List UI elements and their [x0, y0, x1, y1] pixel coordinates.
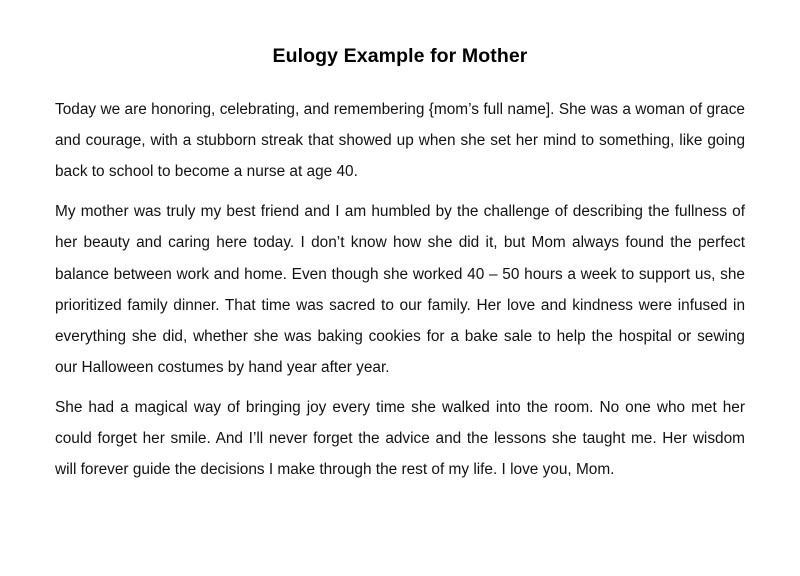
paragraph-2: My mother was truly my best friend and I am humbled by the challenge of describing the fullness of her beauty and caring here today. I don’t know how she did it, but Mom always found the perfect balance between work and home. Even though she worked 40 – 50 hours a week to support us, she prioritized family dinner. That time was sacred to our family. Her love and kindness were infused in everything she did, whether she was baking cookies for a bake sale to help the hospital or sewing our Halloween costumes by hand year after year. — [55, 203, 745, 376]
paragraph-1: Today we are honoring, celebrating, and remembering {mom’s full name]. She was a woman of grace and courage, with a stubborn streak that showed up when she set her mind to something, like going back to school to become a nurse at age 40. — [55, 101, 745, 181]
paragraph-3: She had a magical way of bringing joy every time she walked into the room. No one who met her could forget her smile. And I’ll never forget the advice and the lessons she taught me. Her wisdom will forever guide the decisions I make through the rest of my life. I love you, Mom. — [55, 398, 745, 479]
page-title: Eulogy Example for Mother — [272, 45, 528, 67]
document-body — [55, 94, 745, 485]
